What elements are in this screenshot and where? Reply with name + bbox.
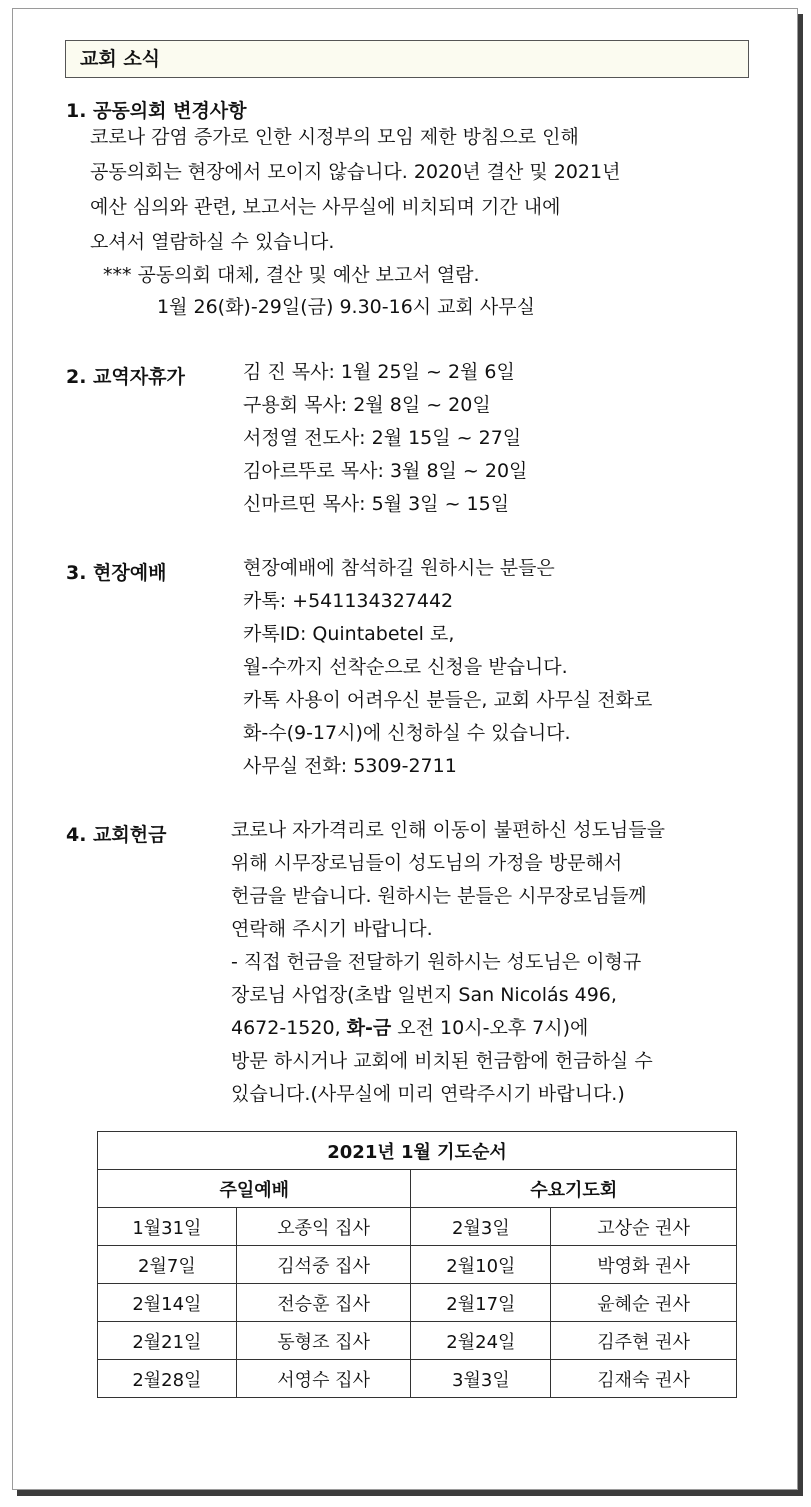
table-row (98, 1208, 737, 1246)
table-cell: 2월14일 (98, 1284, 237, 1322)
table-cell: 3월3일 (411, 1360, 551, 1398)
table-cell: 김석중 집사 (236, 1246, 411, 1284)
section-1-line: 예산 심의와 관련, 보고서는 사무실에 비치되며 기간 내에 (90, 196, 561, 218)
section-4-line: 연락해 주시기 바랍니다. (231, 918, 433, 940)
section-3-line: 카톡 사용이 어려우신 분들은, 교회 사무실 전화로 (243, 689, 653, 711)
section-3-line: 사무실 전화: 5309-2711 (243, 755, 457, 777)
vacation-line: 서정열 전도사: 2월 15일 ~ 27일 (243, 427, 522, 449)
section-4-line: 있습니다.(사무실에 미리 연락주시기 바랍니다.) (231, 1083, 625, 1105)
vacation-line: 신마르띤 목사: 5월 3일 ~ 15일 (243, 493, 510, 515)
vacation-line: 구용회 목사: 2월 8일 ~ 20일 (243, 394, 491, 416)
phone-number: 4672-1520, (231, 1017, 347, 1039)
section-1-note: *** 공동의회 대체, 결산 및 예산 보고서 열람. (103, 264, 480, 286)
table-cell: 동형조 집사 (236, 1322, 411, 1360)
section-3-line: 카톡: +541134327442 (243, 590, 454, 612)
table-row (98, 1360, 737, 1398)
table-cell: 김주현 권사 (551, 1322, 737, 1360)
section-4-line: 위해 시무장로님들이 성도님의 가정을 방문해서 (231, 852, 623, 874)
table-cell: 2월10일 (411, 1246, 551, 1284)
vacation-line: 김아르뚜로 목사: 3월 8일 ~ 20일 (243, 460, 528, 482)
business-hours: 오전 10시-오후 7시)에 (391, 1017, 589, 1039)
table-cell: 2월28일 (98, 1360, 237, 1398)
table-cell: 박영화 권사 (551, 1246, 737, 1284)
section-1-line: 코로나 감염 증가로 인한 시정부의 모임 제한 방침으로 인해 (90, 126, 579, 148)
table-cell: 김재숙 권사 (551, 1360, 737, 1398)
table-cell: 2월7일 (98, 1246, 237, 1284)
section-4-line: 장로님 사업장(초밥 일번지 San Nicolás 496, (231, 984, 617, 1006)
table-cell: 2월17일 (411, 1284, 551, 1322)
section-header (65, 40, 749, 78)
table-cell: 2월21일 (98, 1322, 237, 1360)
section-3-line: 카톡ID: Quintabetel 로, (243, 623, 455, 645)
vacation-line: 김 진 목사: 1월 25일 ~ 2월 6일 (243, 361, 515, 383)
table-cell: 전승훈 집사 (236, 1284, 411, 1322)
section-1-title: 1. 공동의회 변경사항 (66, 100, 247, 122)
section-3-line: 현장예배에 참석하길 원하시는 분들은 (243, 557, 555, 579)
table-cell: 2월3일 (411, 1208, 551, 1246)
table-group-header: 주일예배 (98, 1170, 411, 1208)
section-4-line: 코로나 자가격리로 인해 이동이 불편하신 성도님들을 (231, 819, 665, 841)
section-4-line (231, 1012, 588, 1044)
section-2-title: 2. 교역자휴가 (66, 366, 185, 388)
table-row (98, 1246, 737, 1284)
section-1-note-dates: 1월 26(화)-29일(금) 9.30-16시 교회 사무실 (157, 296, 535, 318)
table-cell: 2월24일 (411, 1322, 551, 1360)
section-4-line: 헌금을 받습니다. 원하시는 분들은 시무장로님들께 (231, 885, 647, 907)
section-3-title: 3. 현장예배 (66, 562, 167, 584)
table-title: 2021년 1월 기도순서 (98, 1132, 737, 1170)
table-row (98, 1322, 737, 1360)
section-4-line: 방문 하시거나 교회에 비치된 헌금함에 헌금하실 수 (231, 1050, 653, 1072)
table-row (98, 1284, 737, 1322)
section-4-line: - 직접 헌금을 전달하기 원하시는 성도님은 이형규 (231, 951, 642, 973)
prayer-schedule-table (97, 1131, 737, 1398)
section-3-line: 화-수(9-17시)에 신청하실 수 있습니다. (243, 722, 571, 744)
table-group-header: 수요기도회 (411, 1170, 737, 1208)
table-cell: 오종익 집사 (236, 1208, 411, 1246)
section-1-line: 공동의회는 현장에서 모이지 않습니다. 2020년 결산 및 2021년 (90, 161, 621, 183)
section-4-title: 4. 교회헌금 (66, 824, 167, 846)
table-cell: 고상순 권사 (551, 1208, 737, 1246)
table-cell: 윤혜순 권사 (551, 1284, 737, 1322)
table-cell: 서영수 집사 (236, 1360, 411, 1398)
section-3-line: 월-수까지 선착순으로 신청을 받습니다. (243, 656, 568, 678)
table-cell: 1월31일 (98, 1208, 237, 1246)
business-days: 화-금 (346, 1017, 392, 1039)
page-title: 교회 소식 (80, 48, 161, 70)
section-1-line: 오셔서 열람하실 수 있습니다. (90, 231, 335, 253)
